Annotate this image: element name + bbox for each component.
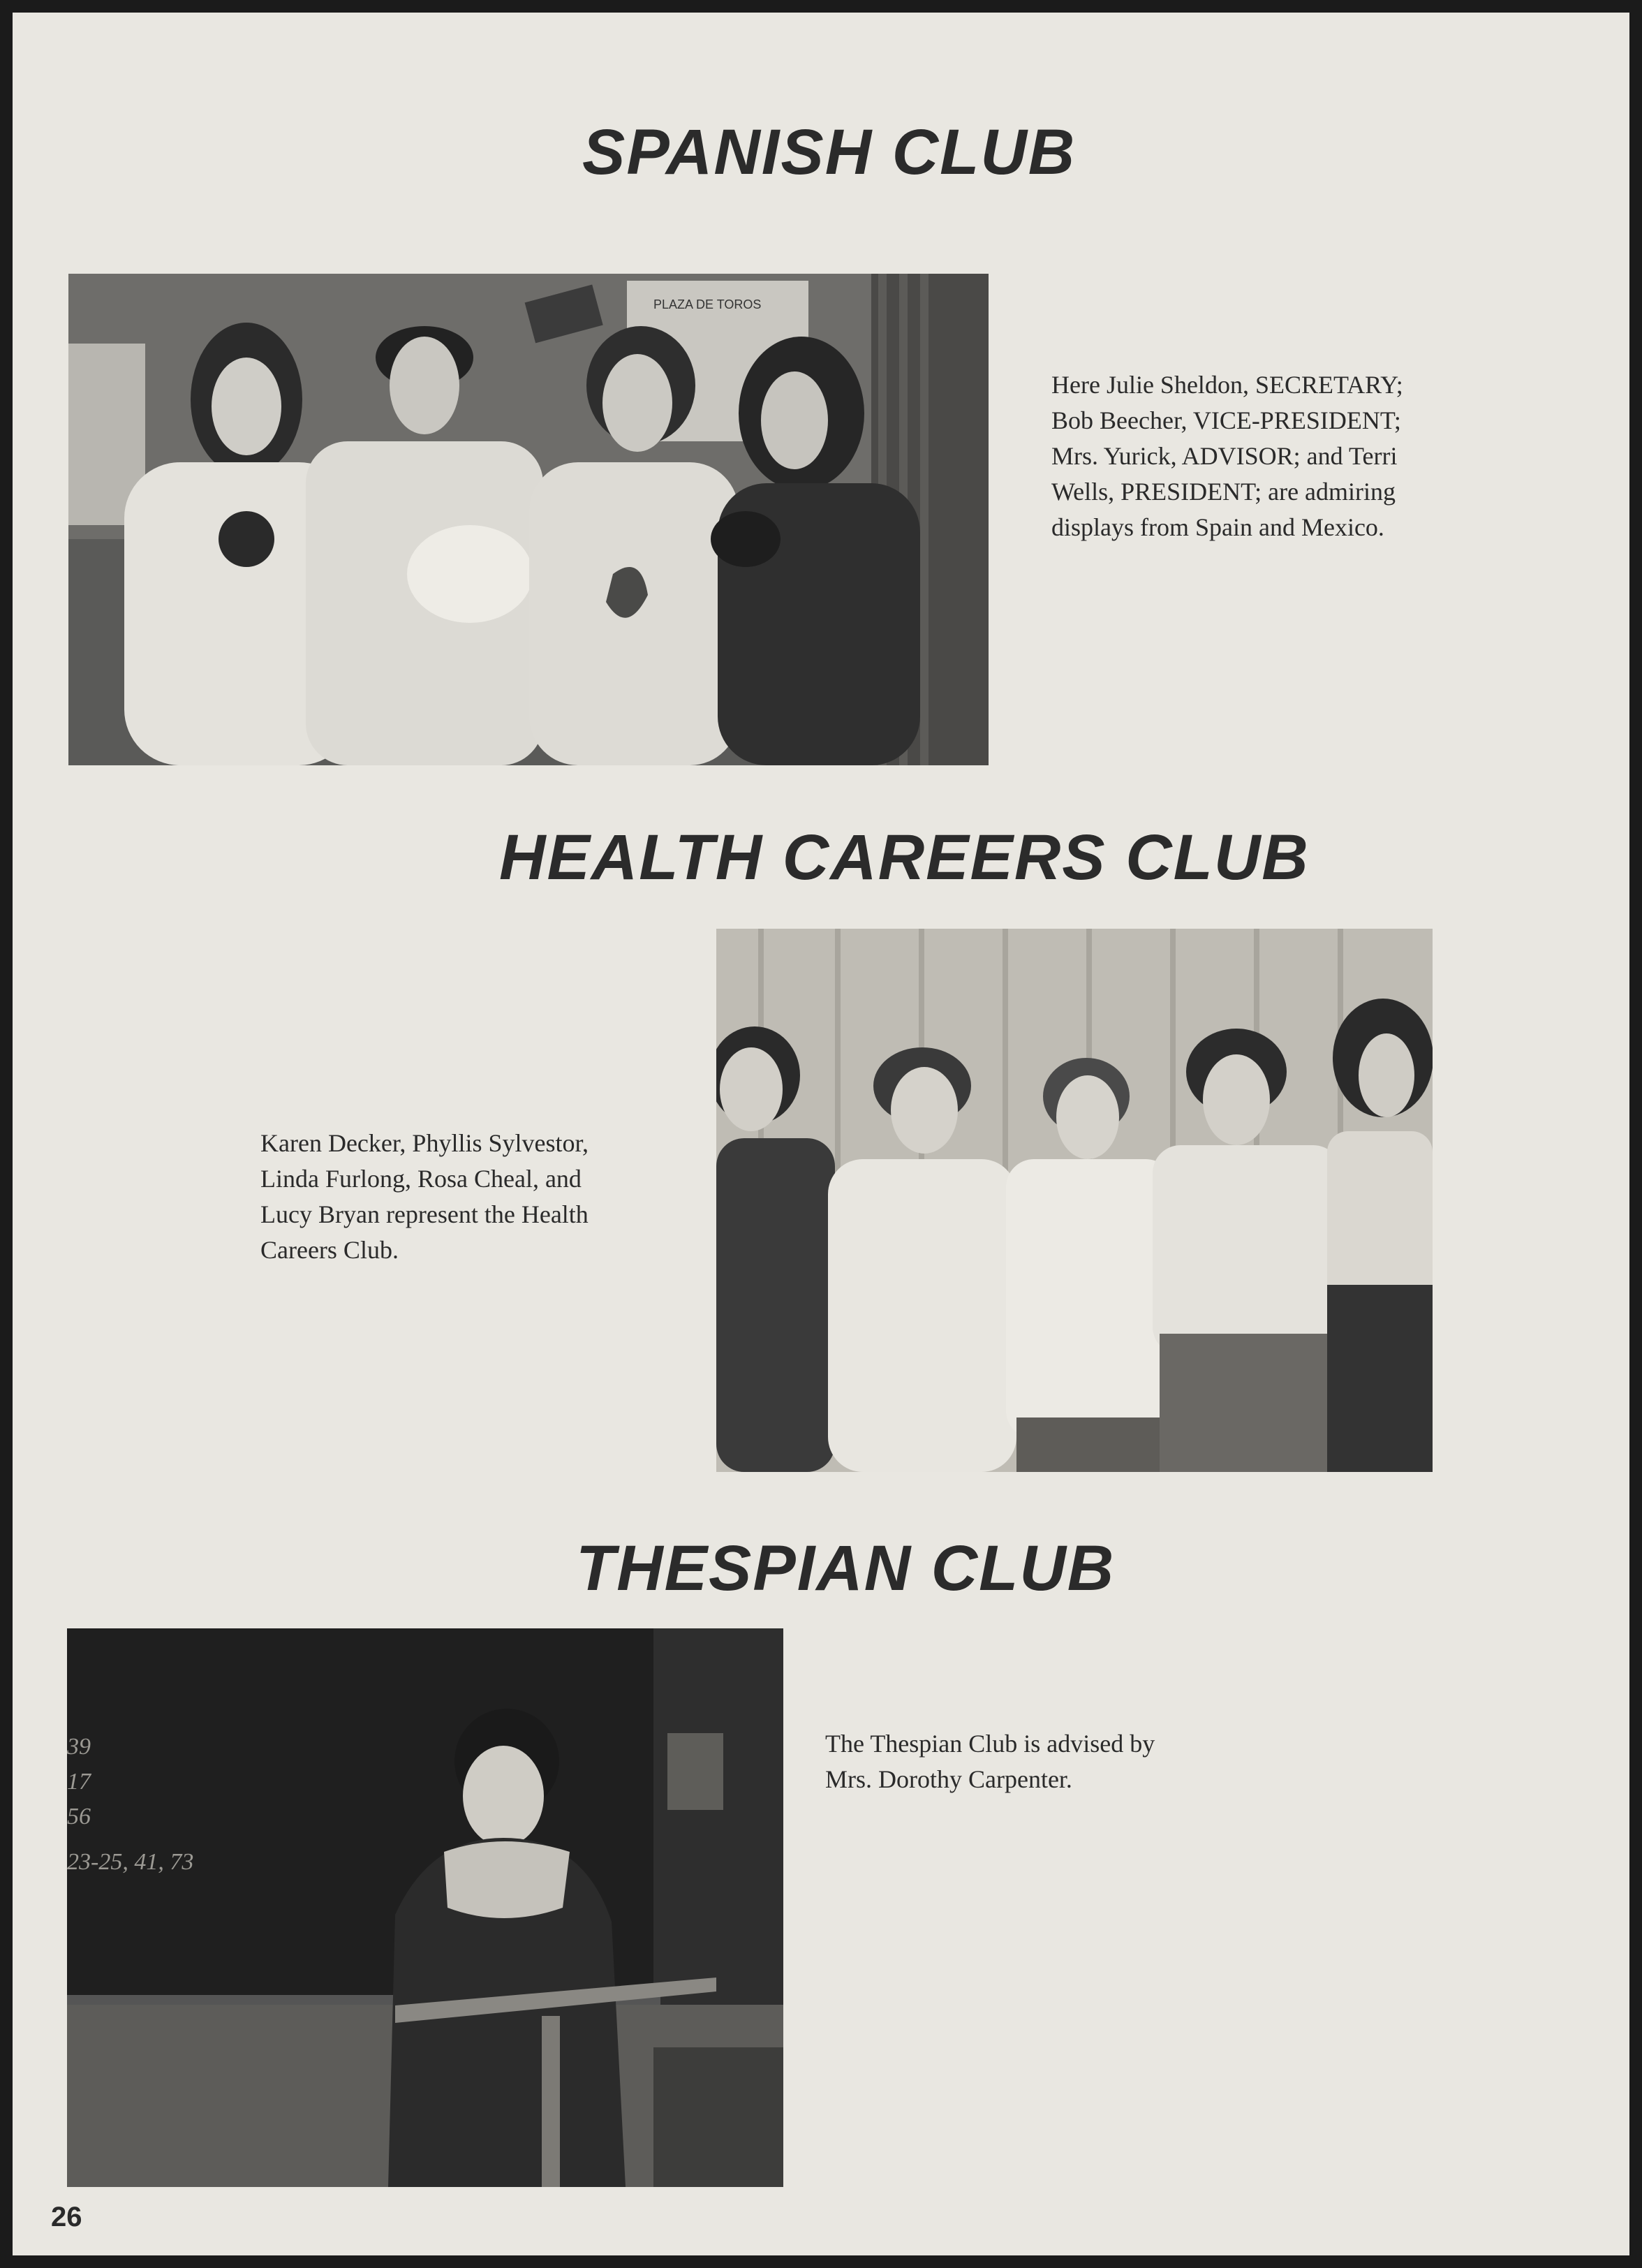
thespian-club-heading: THESPIAN CLUB [576, 1533, 1116, 1604]
yearbook-page [13, 13, 1629, 2255]
caption-line: Here Julie Sheldon, SECRETARY; [1051, 371, 1403, 399]
caption-line: Mrs. Dorothy Carpenter. [825, 1765, 1072, 1793]
poster-text: PLAZA DE TOROS [653, 297, 762, 311]
chalkboard-line: 23-25, 41, 73 [67, 1849, 194, 1875]
page-number: 26 [51, 2202, 82, 2232]
caption-line: displays from Spain and Mexico. [1051, 513, 1384, 541]
caption-line: Mrs. Yurick, ADVISOR; and Terri [1051, 442, 1398, 470]
caption-line: Karen Decker, Phyllis Sylvestor, [260, 1129, 589, 1157]
spanish-club-caption [1051, 367, 1403, 545]
chalkboard-line: 56 [67, 1804, 91, 1829]
spanish-club-photo [68, 274, 989, 765]
caption-line: Wells, PRESIDENT; are admiring [1051, 478, 1396, 506]
spanish-club-photo-art [68, 274, 989, 765]
caption-line: The Thespian Club is advised by [825, 1730, 1155, 1758]
health-careers-club-photo [716, 929, 1433, 1472]
thespian-club-photo [67, 1628, 783, 2187]
spanish-club-heading: SPANISH CLUB [582, 117, 1077, 188]
chalkboard-line: 17 [67, 1769, 91, 1795]
caption-line: Bob Beecher, VICE-PRESIDENT; [1051, 406, 1401, 434]
health-careers-club-photo-art [716, 929, 1433, 1472]
health-careers-club-heading: HEALTH CAREERS CLUB [499, 822, 1310, 893]
thespian-club-caption [825, 1726, 1155, 1797]
thespian-club-photo-art [67, 1628, 783, 2187]
health-careers-club-caption [260, 1126, 589, 1268]
caption-line: Linda Furlong, Rosa Cheal, and [260, 1165, 582, 1193]
caption-line: Lucy Bryan represent the Health [260, 1200, 589, 1228]
caption-line: Careers Club. [260, 1236, 399, 1264]
chalkboard-line: 39 [67, 1734, 91, 1760]
